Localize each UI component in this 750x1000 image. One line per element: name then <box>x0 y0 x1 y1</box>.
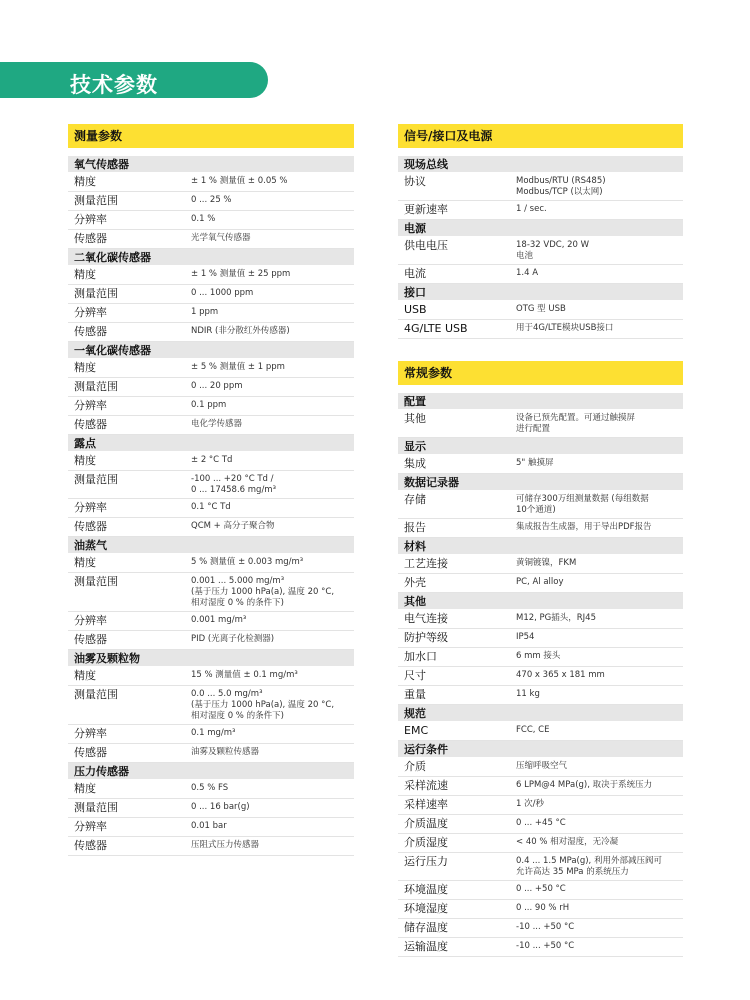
spec-value-line: 6 LPM@4 MPa(g), 取决于系统压力 <box>516 780 653 790</box>
spec-label: 电气连接 <box>404 612 448 625</box>
left-column <box>68 124 354 878</box>
spec-label: 重量 <box>404 688 426 701</box>
spec-row <box>398 796 683 815</box>
spec-row <box>68 266 354 285</box>
spec-value <box>516 493 683 516</box>
spec-row <box>68 499 354 518</box>
spec-value-line: 光学氧气传感器 <box>191 233 251 243</box>
spec-value <box>191 361 354 375</box>
spec-value-line: 进行配置 <box>516 424 551 434</box>
spec-value-line: 0 ... 20 ppm <box>191 381 243 391</box>
spec-label: 分辨率 <box>74 820 107 833</box>
spec-value <box>516 457 683 471</box>
spec-label: 报告 <box>404 521 426 534</box>
spec-value-line: 1 / sec. <box>516 204 547 214</box>
spec-value-line: QCM + 高分子聚合物 <box>191 521 275 531</box>
spec-label: 介质湿度 <box>404 836 448 849</box>
spec-label: 传感器 <box>74 232 107 245</box>
spec-label: 4G/LTE USB <box>404 322 468 335</box>
spec-value <box>516 239 683 262</box>
spec-value <box>191 418 354 432</box>
spec-value <box>191 501 354 515</box>
spec-row <box>68 323 354 342</box>
spec-row <box>68 686 354 725</box>
spec-value <box>516 724 683 738</box>
spec-row <box>398 455 683 474</box>
spec-row <box>68 744 354 763</box>
spec-value <box>516 902 683 916</box>
spec-value <box>516 855 683 878</box>
spec-label: 储存温度 <box>404 921 448 934</box>
spec-label: 集成 <box>404 457 426 470</box>
spec-row <box>398 491 683 519</box>
spec-label: 运输温度 <box>404 940 448 953</box>
spec-label: 尺寸 <box>404 669 426 682</box>
group-heading: 油雾及颗粒物 <box>68 650 354 667</box>
spec-row <box>398 900 683 919</box>
spec-value <box>516 576 683 590</box>
spec-value-line: 0.4 ... 1.5 MPa(g), 利用外部减压阀可 <box>516 856 662 866</box>
spec-label: 运行压力 <box>404 855 448 868</box>
spec-value <box>516 940 683 954</box>
spec-row <box>68 378 354 397</box>
right-column <box>398 124 683 979</box>
spec-row <box>68 230 354 249</box>
spec-label: 外壳 <box>404 576 426 589</box>
spec-value-line: -10 ... +50 °C <box>516 941 575 951</box>
spec-value-line: 0.1 ppm <box>191 400 227 410</box>
spec-label: 分辨率 <box>74 306 107 319</box>
spec-value-line: 0.1 mg/m³ <box>191 728 236 738</box>
section-title: 测量参数 <box>68 124 354 148</box>
spec-value <box>516 203 683 217</box>
spec-value-line: 0 ... 90 % rH <box>516 903 570 913</box>
spec-value <box>516 175 683 198</box>
spec-value-line: 设备已预先配置。可通过触摸屏 <box>516 413 636 423</box>
spec-row <box>398 629 683 648</box>
spec-row <box>68 211 354 230</box>
spec-value-line: 1 ppm <box>191 307 219 317</box>
spec-value-line: 0.1 °C Td <box>191 502 231 512</box>
spec-value-line: FCC, CE <box>516 725 550 735</box>
page-title: 技术参数 <box>70 73 158 97</box>
spec-value-line: 相对湿度 0 % 的条件下) <box>191 711 284 721</box>
group-heading: 其他 <box>398 593 683 610</box>
spec-label: 传感器 <box>74 418 107 431</box>
spec-row <box>68 780 354 799</box>
group-heading: 现场总线 <box>398 156 683 173</box>
spec-row <box>68 518 354 537</box>
group-heading: 显示 <box>398 438 683 455</box>
spec-row <box>398 173 683 201</box>
spec-label: 测量范围 <box>74 688 118 701</box>
spec-value-line: 5" 触摸屏 <box>516 458 554 468</box>
spec-row <box>398 722 683 741</box>
spec-label: 介质温度 <box>404 817 448 830</box>
spec-value <box>516 412 683 435</box>
spec-value <box>191 380 354 394</box>
spec-label: 测量范围 <box>74 473 118 486</box>
spec-label: 测量范围 <box>74 194 118 207</box>
spec-label: 精度 <box>74 268 96 281</box>
spec-value <box>191 669 354 683</box>
spec-value-line: 1 次/秒 <box>516 799 544 809</box>
spec-value <box>191 194 354 208</box>
spec-value-line: ± 2 °C Td <box>191 455 233 465</box>
spec-row <box>68 631 354 650</box>
spec-label: 精度 <box>74 556 96 569</box>
spec-row <box>68 285 354 304</box>
spec-section <box>68 124 354 856</box>
spec-value <box>516 836 683 850</box>
spec-row <box>68 416 354 435</box>
spec-label: 分辨率 <box>74 614 107 627</box>
spec-value-line: 18-32 VDC, 20 W <box>516 240 590 250</box>
group-heading: 数据记录器 <box>398 474 683 491</box>
spec-row <box>398 610 683 629</box>
spec-label: 环境温度 <box>404 883 448 896</box>
spec-value <box>516 883 683 897</box>
spec-value-line: PID (光离子化检测器) <box>191 634 275 644</box>
spec-value-line: NDIR (非分散红外传感器) <box>191 326 290 336</box>
spec-value-line: 0 ... +45 °C <box>516 818 566 828</box>
spec-value <box>516 650 683 664</box>
spec-value-line: 0 ... 16 bar(g) <box>191 802 250 812</box>
spec-value-line: 470 x 365 x 181 mm <box>516 670 605 680</box>
spec-value-line: ± 1 % 测量值 ± 25 ppm <box>191 269 291 279</box>
spec-row <box>398 201 683 220</box>
spec-value-line: 集成报告生成器，用于导出PDF报告 <box>516 522 652 532</box>
section-title: 常规参数 <box>398 361 683 385</box>
spec-value-line: 15 % 测量值 ± 0.1 mg/m³ <box>191 670 298 680</box>
spec-value <box>191 782 354 796</box>
spec-value-line: 允许高达 35 MPa 的系统压力 <box>516 867 629 877</box>
spec-value-line: 11 kg <box>516 689 540 699</box>
spec-value-line: 电池 <box>516 251 534 261</box>
spec-value-line: (基于压力 1000 hPa(a), 温度 20 °C, <box>191 587 335 597</box>
spec-value <box>191 520 354 534</box>
spec-label: 传感器 <box>74 520 107 533</box>
spec-label: 防护等级 <box>404 631 448 644</box>
spec-label: 工艺连接 <box>404 557 448 570</box>
spec-label: 测量范围 <box>74 287 118 300</box>
spec-value <box>191 399 354 413</box>
spec-value <box>191 268 354 282</box>
spec-value-line: 0 ... 1000 ppm <box>191 288 254 298</box>
spec-row <box>398 667 683 686</box>
spec-label: 协议 <box>404 175 426 188</box>
spec-row <box>398 237 683 265</box>
spec-value-line: IP54 <box>516 632 535 642</box>
group-heading: 二氧化碳传感器 <box>68 249 354 266</box>
spec-value-line: 0 ... +50 °C <box>516 884 566 894</box>
spec-value <box>516 267 683 281</box>
spec-value-line: 1.4 A <box>516 268 539 278</box>
spec-label: 环境湿度 <box>404 902 448 915</box>
spec-label: 分辨率 <box>74 399 107 412</box>
spec-row <box>398 574 683 593</box>
spec-value <box>516 688 683 702</box>
spec-value-line: PC, Al alloy <box>516 577 564 587</box>
spec-value <box>191 306 354 320</box>
spec-row <box>398 320 683 339</box>
spec-row <box>398 881 683 900</box>
spec-row <box>68 173 354 192</box>
spec-label: 供电电压 <box>404 239 448 252</box>
spec-value-line: 黄铜镀镍，FKM <box>516 558 577 568</box>
spec-value <box>191 633 354 647</box>
spec-label: 其他 <box>404 412 426 425</box>
spec-row <box>398 919 683 938</box>
spec-value <box>191 213 354 227</box>
title-banner <box>0 62 268 98</box>
spec-value <box>191 575 354 609</box>
spec-value-line: 相对湿度 0 % 的条件下) <box>191 598 284 608</box>
group-heading: 配置 <box>398 393 683 410</box>
spec-value <box>516 557 683 571</box>
spec-value <box>516 921 683 935</box>
spec-value <box>516 817 683 831</box>
spec-label: 精度 <box>74 454 96 467</box>
spec-value-line: ± 5 % 测量值 ± 1 ppm <box>191 362 285 372</box>
spec-label: 测量范围 <box>74 380 118 393</box>
spec-value-line: 0.0 ... 5.0 mg/m³ <box>191 689 263 699</box>
spec-row <box>398 410 683 438</box>
group-heading: 接口 <box>398 284 683 301</box>
spec-label: 分辨率 <box>74 727 107 740</box>
spec-value <box>191 325 354 339</box>
spec-row <box>398 815 683 834</box>
spec-value <box>516 669 683 683</box>
spec-label: 传感器 <box>74 633 107 646</box>
spec-label: 精度 <box>74 175 96 188</box>
spec-value-line: 电化学传感器 <box>191 419 243 429</box>
spec-value <box>191 839 354 853</box>
spec-value-line: 可储存300万组测量数据 (每组数据 <box>516 494 649 504</box>
spec-value-line: 10个通道) <box>516 505 556 515</box>
spec-row <box>68 452 354 471</box>
spec-value-line: M12, PG插头，RJ45 <box>516 613 596 623</box>
group-heading: 露点 <box>68 435 354 452</box>
spec-value <box>191 454 354 468</box>
spec-value-line: 压阻式压力传感器 <box>191 840 260 850</box>
spec-value <box>191 287 354 301</box>
spec-label: 测量范围 <box>74 801 118 814</box>
spec-row <box>68 304 354 323</box>
spec-value <box>191 820 354 834</box>
spec-row <box>68 837 354 856</box>
spec-row <box>398 648 683 667</box>
spec-value-line: 0.01 bar <box>191 821 227 831</box>
spec-value <box>191 746 354 760</box>
spec-row <box>398 301 683 320</box>
spec-label: 精度 <box>74 669 96 682</box>
spec-value-line: 压缩呼吸空气 <box>516 761 568 771</box>
spec-value <box>516 798 683 812</box>
spec-value-line: 5 % 测量值 ± 0.003 mg/m³ <box>191 557 304 567</box>
spec-value-line: OTG 型 USB <box>516 304 566 314</box>
spec-row <box>68 397 354 416</box>
spec-section <box>398 124 683 339</box>
spec-value <box>191 232 354 246</box>
spec-label: 传感器 <box>74 839 107 852</box>
spec-value <box>191 614 354 628</box>
spec-value-line: 0.001 mg/m³ <box>191 615 247 625</box>
group-heading: 材料 <box>398 538 683 555</box>
spec-value <box>191 801 354 815</box>
spec-value <box>191 688 354 722</box>
spec-row <box>68 667 354 686</box>
spec-value-line: 用于4G/LTE模块USB接口 <box>516 323 614 333</box>
spec-value-line: (基于压力 1000 hPa(a), 温度 20 °C, <box>191 700 335 710</box>
spec-value-line: Modbus/RTU (RS485) <box>516 176 606 186</box>
group-heading: 一氧化碳传感器 <box>68 342 354 359</box>
spec-value-line: 0.5 % FS <box>191 783 229 793</box>
group-heading: 压力传感器 <box>68 763 354 780</box>
spec-value <box>516 521 683 535</box>
spec-value-line: Modbus/TCP (以太网) <box>516 187 603 197</box>
spec-label: USB <box>404 303 427 316</box>
spec-row <box>398 686 683 705</box>
group-heading: 电源 <box>398 220 683 237</box>
spec-value <box>516 779 683 793</box>
spec-value <box>516 322 683 336</box>
spec-row <box>398 265 683 284</box>
group-heading: 油蒸气 <box>68 537 354 554</box>
spec-label: 分辨率 <box>74 501 107 514</box>
spec-label: 精度 <box>74 361 96 374</box>
spec-value <box>191 175 354 189</box>
spec-value <box>191 556 354 570</box>
spec-label: EMC <box>404 724 429 737</box>
spec-label: 电流 <box>404 267 426 280</box>
spec-value-line: -10 ... +50 °C <box>516 922 575 932</box>
spec-value <box>191 473 354 496</box>
spec-label: 介质 <box>404 760 426 773</box>
spec-label: 存储 <box>404 493 426 506</box>
spec-row <box>68 359 354 378</box>
group-heading: 规范 <box>398 705 683 722</box>
spec-row <box>398 758 683 777</box>
spec-value <box>516 612 683 626</box>
spec-value-line: 油雾及颗粒传感器 <box>191 747 260 757</box>
spec-row <box>68 725 354 744</box>
spec-value-line: 0 ... 25 % <box>191 195 232 205</box>
spec-label: 传感器 <box>74 746 107 759</box>
spec-value-line: 0.1 % <box>191 214 216 224</box>
spec-value <box>516 631 683 645</box>
spec-row <box>398 555 683 574</box>
spec-row <box>398 519 683 538</box>
spec-row <box>68 192 354 211</box>
spec-value-line: -100 ... +20 °C Td / <box>191 474 274 484</box>
spec-label: 精度 <box>74 782 96 795</box>
spec-row <box>398 777 683 796</box>
spec-row <box>68 471 354 499</box>
spec-value-line: < 40 % 相对湿度，无冷凝 <box>516 837 619 847</box>
spec-value-line: 0 ... 17458.6 mg/m³ <box>191 485 276 495</box>
group-heading: 运行条件 <box>398 741 683 758</box>
spec-row <box>68 612 354 631</box>
spec-value <box>516 303 683 317</box>
spec-label: 测量范围 <box>74 575 118 588</box>
group-heading: 氧气传感器 <box>68 156 354 173</box>
spec-row <box>398 853 683 881</box>
spec-row <box>68 573 354 612</box>
spec-label: 采样流速 <box>404 779 448 792</box>
spec-row <box>398 938 683 957</box>
spec-value <box>191 727 354 741</box>
spec-value <box>516 760 683 774</box>
spec-label: 更新速率 <box>404 203 448 216</box>
spec-row <box>68 554 354 573</box>
spec-value-line: 0.001 ... 5.000 mg/m³ <box>191 576 285 586</box>
spec-row <box>68 818 354 837</box>
spec-row <box>68 799 354 818</box>
spec-section <box>398 361 683 957</box>
spec-label: 传感器 <box>74 325 107 338</box>
spec-value-line: 6 mm 接头 <box>516 651 561 661</box>
section-title: 信号/接口及电源 <box>398 124 683 148</box>
spec-label: 加水口 <box>404 650 437 663</box>
spec-label: 采样速率 <box>404 798 448 811</box>
spec-value-line: ± 1 % 测量值 ± 0.05 % <box>191 176 288 186</box>
spec-label: 分辨率 <box>74 213 107 226</box>
spec-row <box>398 834 683 853</box>
